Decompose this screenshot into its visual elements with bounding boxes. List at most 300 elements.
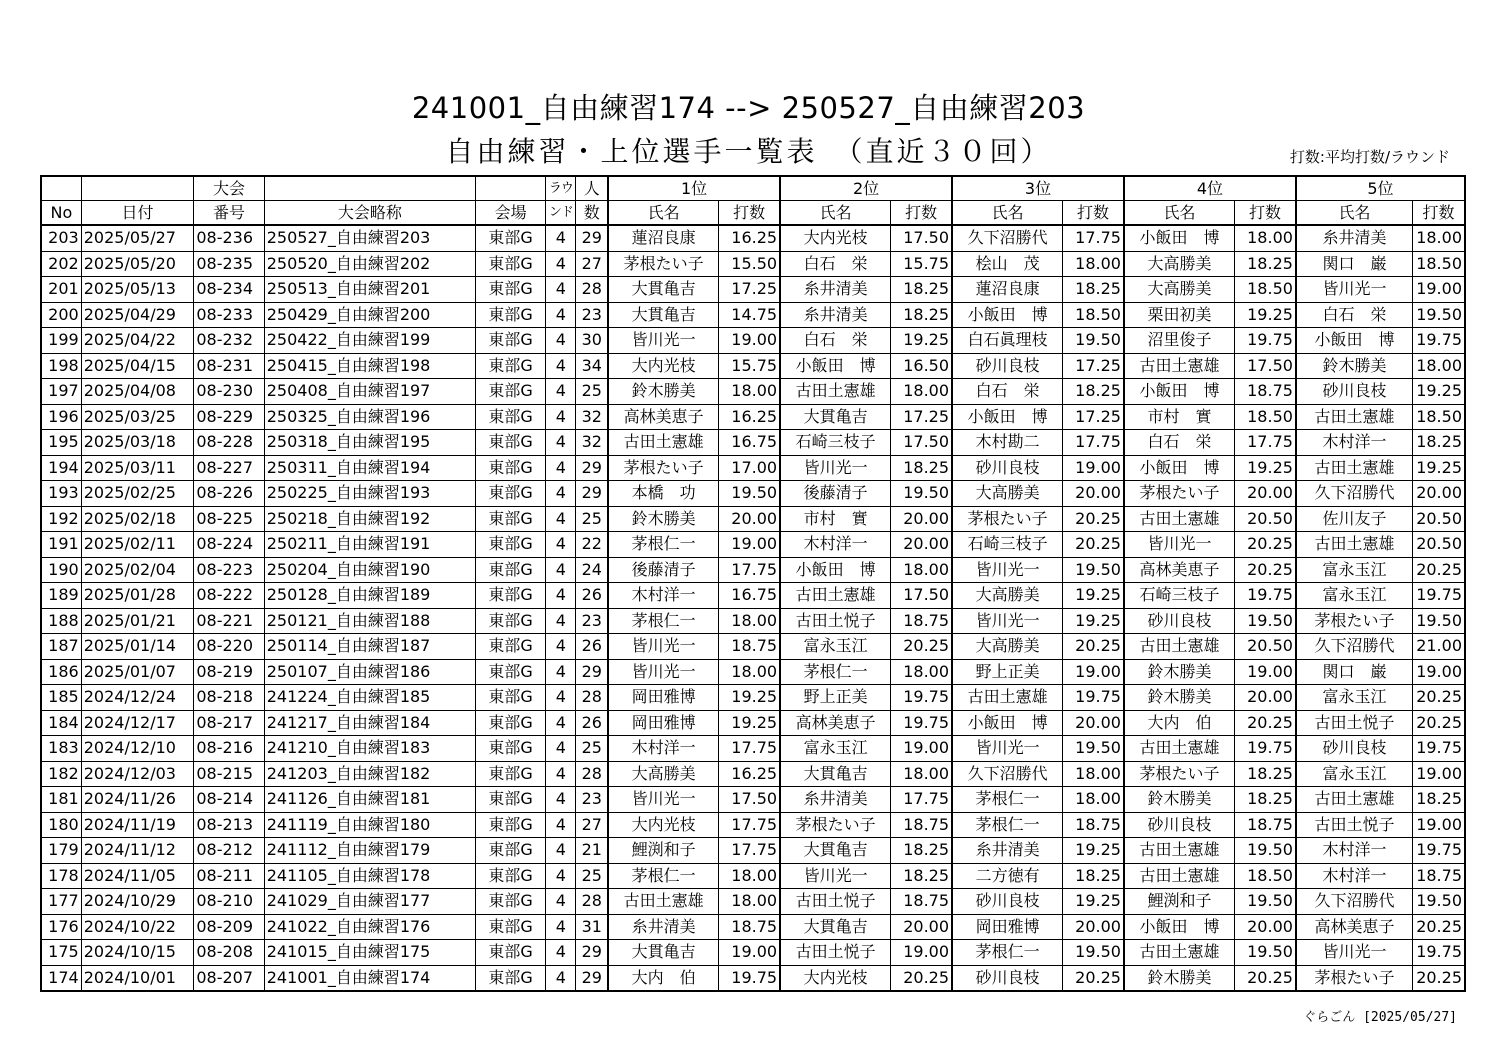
ninzu-cell: 32	[576, 430, 608, 456]
round-cell: 4	[546, 404, 576, 430]
results-table	[40, 175, 1466, 992]
rank1-score-cell: 18.00	[719, 608, 780, 634]
taikai-no-cell: 08-220	[194, 634, 264, 660]
rank3-score-cell: 19.25	[1063, 889, 1124, 915]
table-row	[41, 889, 1465, 915]
no-cell: 185	[41, 685, 81, 711]
table-row	[41, 940, 1465, 966]
taikai-no-cell: 08-229	[194, 404, 264, 430]
rank3-score-cell: 19.50	[1063, 328, 1124, 354]
rank3-score-cell: 18.50	[1063, 302, 1124, 328]
date-cell: 2025/03/11	[81, 455, 194, 481]
rank4-score-cell: 20.25	[1235, 710, 1296, 736]
rank4-name-cell: 栗田初美	[1124, 302, 1235, 328]
rank3-score-cell: 18.75	[1063, 812, 1124, 838]
rank5-score-cell: 19.00	[1413, 812, 1465, 838]
round-cell: 4	[546, 685, 576, 711]
no-cell: 199	[41, 328, 81, 354]
rank5-name-cell: 古田土憲雄	[1296, 404, 1413, 430]
taikai-no-cell: 08-215	[194, 761, 264, 787]
header-row-top	[41, 176, 1465, 201]
rank4-score-cell: 20.00	[1235, 914, 1296, 940]
ninzu-cell: 29	[576, 455, 608, 481]
date-cell: 2025/05/27	[81, 225, 194, 251]
no-cell: 197	[41, 379, 81, 405]
rank2-name-cell: 茅根仁一	[780, 659, 891, 685]
rank2-name-cell: 大貫亀吉	[780, 761, 891, 787]
date-cell: 2025/03/25	[81, 404, 194, 430]
venue-cell: 東部G	[475, 812, 545, 838]
taikai-no-cell: 08-225	[194, 506, 264, 532]
table-row	[41, 481, 1465, 507]
rank3-name-cell: 大高勝美	[952, 634, 1063, 660]
rank2-score-cell: 20.00	[891, 506, 952, 532]
taikai-no-cell: 08-209	[194, 914, 264, 940]
rank2-name-cell: 糸井清美	[780, 302, 891, 328]
no-cell: 175	[41, 940, 81, 966]
rank5-name-cell: 富永玉江	[1296, 761, 1413, 787]
no-cell: 186	[41, 659, 81, 685]
header-venue: 会場	[475, 201, 545, 226]
rank2-name-cell: 富永玉江	[780, 736, 891, 762]
taikai-no-cell: 08-214	[194, 787, 264, 813]
rank1-name-cell: 大高勝美	[608, 761, 719, 787]
rank3-name-cell: 茅根たい子	[952, 506, 1063, 532]
rank5-name-cell: 皆川光一	[1296, 940, 1413, 966]
ninzu-cell: 30	[576, 328, 608, 354]
taikai-no-cell: 08-217	[194, 710, 264, 736]
rank2-name-cell: 後藤清子	[780, 481, 891, 507]
date-cell: 2024/10/22	[81, 914, 194, 940]
rank3-name-cell: 石崎三枝子	[952, 532, 1063, 558]
rank4-score-cell: 19.50	[1235, 838, 1296, 864]
rank4-name-cell: 古田土憲雄	[1124, 863, 1235, 889]
no-cell: 202	[41, 251, 81, 277]
venue-cell: 東部G	[475, 685, 545, 711]
rank5-name-cell: 木村洋一	[1296, 863, 1413, 889]
rank1-score-cell: 15.75	[719, 353, 780, 379]
date-cell: 2024/11/05	[81, 863, 194, 889]
table-row	[41, 761, 1465, 787]
venue-cell: 東部G	[475, 914, 545, 940]
results-body	[41, 176, 1465, 991]
venue-cell: 東部G	[475, 838, 545, 864]
event-cell: 250121_自由練習188	[264, 608, 475, 634]
rank2-name-cell: 皆川光一	[780, 863, 891, 889]
event-cell: 250211_自由練習191	[264, 532, 475, 558]
ninzu-cell: 21	[576, 838, 608, 864]
rank5-score-cell: 18.75	[1413, 863, 1465, 889]
rank2-score-cell: 18.00	[891, 659, 952, 685]
rank2-score-cell: 18.25	[891, 455, 952, 481]
rank5-score-cell: 20.50	[1413, 532, 1465, 558]
header-round-top: ラウ	[546, 176, 576, 201]
event-cell: 241119_自由練習180	[264, 812, 475, 838]
rank4-name-cell: 古田土憲雄	[1124, 634, 1235, 660]
rank5-score-cell: 18.25	[1413, 430, 1465, 456]
rank3-score-cell: 19.75	[1063, 685, 1124, 711]
table-row	[41, 379, 1465, 405]
no-cell: 182	[41, 761, 81, 787]
rank1-score-cell: 19.00	[719, 940, 780, 966]
rank2-score-cell: 19.25	[891, 328, 952, 354]
event-cell: 241217_自由練習184	[264, 710, 475, 736]
event-cell: 250513_自由練習201	[264, 277, 475, 303]
event-cell: 241210_自由練習183	[264, 736, 475, 762]
venue-cell: 東部G	[475, 353, 545, 379]
rank2-name-cell: 糸井清美	[780, 787, 891, 813]
taikai-no-cell: 08-211	[194, 863, 264, 889]
ninzu-cell: 29	[576, 225, 608, 251]
rank4-name-cell: 鈴木勝美	[1124, 659, 1235, 685]
rank4-name-cell: 小飯田 博	[1124, 914, 1235, 940]
rank5-name-cell: 久下沼勝代	[1296, 889, 1413, 915]
header-score-2: 打数	[891, 201, 952, 226]
date-cell: 2025/05/20	[81, 251, 194, 277]
rank1-name-cell: 茅根仁一	[608, 532, 719, 558]
rank5-name-cell: 関口 巌	[1296, 251, 1413, 277]
rank5-score-cell: 20.25	[1413, 685, 1465, 711]
rank3-name-cell: 白石眞理枝	[952, 328, 1063, 354]
rank3-score-cell: 20.00	[1063, 710, 1124, 736]
table-row	[41, 659, 1465, 685]
table-row	[41, 736, 1465, 762]
header-blank-date	[81, 176, 194, 201]
rank5-score-cell: 18.50	[1413, 404, 1465, 430]
rank4-name-cell: 古田土憲雄	[1124, 940, 1235, 966]
taikai-no-cell: 08-227	[194, 455, 264, 481]
rank1-score-cell: 19.75	[719, 965, 780, 991]
table-row	[41, 914, 1465, 940]
rank2-score-cell: 18.00	[891, 379, 952, 405]
round-cell: 4	[546, 634, 576, 660]
rank2-name-cell: 大内光枝	[780, 225, 891, 251]
rank2-name-cell: 古田土憲雄	[780, 379, 891, 405]
round-cell: 4	[546, 353, 576, 379]
rank1-name-cell: 本橋 功	[608, 481, 719, 507]
date-cell: 2024/12/03	[81, 761, 194, 787]
rank5-name-cell: 佐川友子	[1296, 506, 1413, 532]
header-rank-4: 4位	[1124, 176, 1296, 201]
rank4-name-cell: 茅根たい子	[1124, 481, 1235, 507]
header-row-bottom	[41, 201, 1465, 226]
venue-cell: 東部G	[475, 965, 545, 991]
table-row	[41, 251, 1465, 277]
event-cell: 250204_自由練習190	[264, 557, 475, 583]
rank1-name-cell: 古田土憲雄	[608, 889, 719, 915]
rank3-name-cell: 白石 栄	[952, 379, 1063, 405]
rank4-score-cell: 18.50	[1235, 863, 1296, 889]
ninzu-cell: 24	[576, 557, 608, 583]
taikai-no-cell: 08-224	[194, 532, 264, 558]
rank4-name-cell: 鯉渕和子	[1124, 889, 1235, 915]
rank4-name-cell: 石崎三枝子	[1124, 583, 1235, 609]
date-cell: 2024/11/26	[81, 787, 194, 813]
rank1-score-cell: 18.00	[719, 379, 780, 405]
round-cell: 4	[546, 557, 576, 583]
rank3-name-cell: 砂川良枝	[952, 889, 1063, 915]
table-row	[41, 710, 1465, 736]
round-cell: 4	[546, 455, 576, 481]
event-cell: 250520_自由練習202	[264, 251, 475, 277]
rank1-score-cell: 17.75	[719, 736, 780, 762]
rank1-name-cell: 鈴木勝美	[608, 506, 719, 532]
rank5-score-cell: 19.75	[1413, 736, 1465, 762]
rank2-score-cell: 18.25	[891, 863, 952, 889]
rank2-name-cell: 白石 栄	[780, 328, 891, 354]
rank5-score-cell: 20.00	[1413, 481, 1465, 507]
date-cell: 2025/03/18	[81, 430, 194, 456]
date-cell: 2025/04/29	[81, 302, 194, 328]
venue-cell: 東部G	[475, 430, 545, 456]
rank5-name-cell: 白石 栄	[1296, 302, 1413, 328]
rank1-name-cell: 皆川光一	[608, 634, 719, 660]
event-cell: 250107_自由練習186	[264, 659, 475, 685]
header-name-5: 氏名	[1296, 201, 1413, 226]
rank1-name-cell: 大内光枝	[608, 812, 719, 838]
rank5-name-cell: 久下沼勝代	[1296, 634, 1413, 660]
rank2-name-cell: 大貫亀吉	[780, 838, 891, 864]
rank3-score-cell: 19.50	[1063, 736, 1124, 762]
rank1-name-cell: 大貫亀吉	[608, 940, 719, 966]
rank2-score-cell: 18.00	[891, 557, 952, 583]
header-blank-venue	[475, 176, 545, 201]
ninzu-cell: 26	[576, 634, 608, 660]
date-cell: 2025/01/21	[81, 608, 194, 634]
ninzu-cell: 29	[576, 659, 608, 685]
no-cell: 198	[41, 353, 81, 379]
header-name-1: 氏名	[608, 201, 719, 226]
table-row	[41, 277, 1465, 303]
rank4-score-cell: 20.50	[1235, 506, 1296, 532]
header-taikai-top: 大会	[194, 176, 264, 201]
taikai-no-cell: 08-233	[194, 302, 264, 328]
round-cell: 4	[546, 251, 576, 277]
ninzu-cell: 28	[576, 277, 608, 303]
header-rank-2: 2位	[780, 176, 952, 201]
ninzu-cell: 25	[576, 736, 608, 762]
taikai-no-cell: 08-219	[194, 659, 264, 685]
round-cell: 4	[546, 379, 576, 405]
rank4-score-cell: 19.75	[1235, 583, 1296, 609]
header-blank-no	[41, 176, 81, 201]
ninzu-cell: 34	[576, 353, 608, 379]
rank2-score-cell: 18.75	[891, 608, 952, 634]
no-cell: 195	[41, 430, 81, 456]
rank4-score-cell: 18.25	[1235, 251, 1296, 277]
event-cell: 241015_自由練習175	[264, 940, 475, 966]
no-cell: 190	[41, 557, 81, 583]
rank3-name-cell: 小飯田 博	[952, 710, 1063, 736]
rank3-score-cell: 18.00	[1063, 761, 1124, 787]
taikai-no-cell: 08-221	[194, 608, 264, 634]
rank3-score-cell: 20.25	[1063, 634, 1124, 660]
taikai-no-cell: 08-208	[194, 940, 264, 966]
no-cell: 178	[41, 863, 81, 889]
rank1-score-cell: 16.75	[719, 430, 780, 456]
taikai-no-cell: 08-226	[194, 481, 264, 507]
no-cell: 191	[41, 532, 81, 558]
taikai-no-cell: 08-207	[194, 965, 264, 991]
rank1-name-cell: 大貫亀吉	[608, 302, 719, 328]
rank1-name-cell: 木村洋一	[608, 583, 719, 609]
header-rank-1: 1位	[608, 176, 780, 201]
header-event: 大会略称	[264, 201, 475, 226]
rank3-name-cell: 桧山 茂	[952, 251, 1063, 277]
rank5-name-cell: 富永玉江	[1296, 557, 1413, 583]
rank4-score-cell: 20.25	[1235, 965, 1296, 991]
round-cell: 4	[546, 710, 576, 736]
rank4-score-cell: 20.00	[1235, 685, 1296, 711]
event-cell: 250218_自由練習192	[264, 506, 475, 532]
rank5-score-cell: 19.00	[1413, 277, 1465, 303]
rank5-name-cell: 富永玉江	[1296, 583, 1413, 609]
rank4-score-cell: 19.50	[1235, 608, 1296, 634]
rank5-score-cell: 19.75	[1413, 583, 1465, 609]
rank3-name-cell: 久下沼勝代	[952, 225, 1063, 251]
taikai-no-cell: 08-223	[194, 557, 264, 583]
venue-cell: 東部G	[475, 481, 545, 507]
rank1-name-cell: 茅根たい子	[608, 455, 719, 481]
round-cell: 4	[546, 506, 576, 532]
rank5-name-cell: 小飯田 博	[1296, 328, 1413, 354]
rank3-score-cell: 19.00	[1063, 659, 1124, 685]
unit-note: 打数:平均打数/ラウンド	[1289, 148, 1450, 166]
round-cell: 4	[546, 940, 576, 966]
rank1-name-cell: 皆川光一	[608, 787, 719, 813]
taikai-no-cell: 08-230	[194, 379, 264, 405]
ninzu-cell: 25	[576, 379, 608, 405]
rank1-score-cell: 20.00	[719, 506, 780, 532]
rank5-score-cell: 19.50	[1413, 302, 1465, 328]
rank4-score-cell: 18.25	[1235, 761, 1296, 787]
rank4-score-cell: 20.25	[1235, 532, 1296, 558]
no-cell: 181	[41, 787, 81, 813]
venue-cell: 東部G	[475, 455, 545, 481]
rank5-name-cell: 古田土憲雄	[1296, 532, 1413, 558]
rank2-name-cell: 古田土悦子	[780, 608, 891, 634]
rank1-score-cell: 17.25	[719, 277, 780, 303]
rank5-name-cell: 砂川良枝	[1296, 736, 1413, 762]
event-cell: 241126_自由練習181	[264, 787, 475, 813]
date-cell: 2025/01/14	[81, 634, 194, 660]
rank2-score-cell: 19.00	[891, 736, 952, 762]
rank2-score-cell: 19.00	[891, 940, 952, 966]
rank3-score-cell: 18.00	[1063, 787, 1124, 813]
rank4-name-cell: 小飯田 博	[1124, 455, 1235, 481]
rank4-name-cell: 大内 伯	[1124, 710, 1235, 736]
event-cell: 250325_自由練習196	[264, 404, 475, 430]
no-cell: 203	[41, 225, 81, 251]
rank3-name-cell: 茅根仁一	[952, 940, 1063, 966]
ninzu-cell: 32	[576, 404, 608, 430]
rank1-score-cell: 18.75	[719, 634, 780, 660]
rank2-name-cell: 小飯田 博	[780, 353, 891, 379]
round-cell: 4	[546, 761, 576, 787]
rank3-score-cell: 17.25	[1063, 404, 1124, 430]
header-name-2: 氏名	[780, 201, 891, 226]
date-cell: 2025/02/25	[81, 481, 194, 507]
rank2-score-cell: 20.25	[891, 965, 952, 991]
venue-cell: 東部G	[475, 277, 545, 303]
taikai-no-cell: 08-218	[194, 685, 264, 711]
no-cell: 180	[41, 812, 81, 838]
rank4-name-cell: 大高勝美	[1124, 251, 1235, 277]
ninzu-cell: 28	[576, 889, 608, 915]
ninzu-cell: 25	[576, 506, 608, 532]
table-row	[41, 634, 1465, 660]
rank3-name-cell: 砂川良枝	[952, 965, 1063, 991]
header-score-4: 打数	[1235, 201, 1296, 226]
event-cell: 250415_自由練習198	[264, 353, 475, 379]
rank1-score-cell: 18.75	[719, 914, 780, 940]
rank5-score-cell: 19.25	[1413, 455, 1465, 481]
taikai-no-cell: 08-212	[194, 838, 264, 864]
ninzu-cell: 26	[576, 583, 608, 609]
table-row	[41, 812, 1465, 838]
rank5-name-cell: 久下沼勝代	[1296, 481, 1413, 507]
rank4-score-cell: 18.75	[1235, 379, 1296, 405]
round-cell: 4	[546, 659, 576, 685]
round-cell: 4	[546, 481, 576, 507]
rank1-score-cell: 14.75	[719, 302, 780, 328]
table-row	[41, 455, 1465, 481]
taikai-no-cell: 08-222	[194, 583, 264, 609]
venue-cell: 東部G	[475, 761, 545, 787]
no-cell: 189	[41, 583, 81, 609]
rank5-name-cell: 古田土憲雄	[1296, 787, 1413, 813]
header-date: 日付	[81, 201, 194, 226]
rank3-name-cell: 野上正美	[952, 659, 1063, 685]
header-name-3: 氏名	[952, 201, 1063, 226]
rank4-score-cell: 19.25	[1235, 302, 1296, 328]
rank4-score-cell: 18.75	[1235, 812, 1296, 838]
rank2-score-cell: 18.75	[891, 889, 952, 915]
rank5-name-cell: 皆川光一	[1296, 277, 1413, 303]
event-cell: 250318_自由練習195	[264, 430, 475, 456]
header-ninzu-bottom: 数	[576, 201, 608, 226]
rank1-name-cell: 後藤清子	[608, 557, 719, 583]
rank2-name-cell: 野上正美	[780, 685, 891, 711]
rank4-score-cell: 17.50	[1235, 353, 1296, 379]
table-row	[41, 225, 1465, 251]
event-cell: 250408_自由練習197	[264, 379, 475, 405]
rank2-score-cell: 16.50	[891, 353, 952, 379]
rank1-name-cell: 皆川光一	[608, 659, 719, 685]
table-row	[41, 430, 1465, 456]
rank2-score-cell: 18.75	[891, 812, 952, 838]
rank4-name-cell: 砂川良枝	[1124, 608, 1235, 634]
no-cell: 179	[41, 838, 81, 864]
rank2-score-cell: 17.25	[891, 404, 952, 430]
table-row	[41, 608, 1465, 634]
rank1-name-cell: 蓮沼良康	[608, 225, 719, 251]
rank5-score-cell: 21.00	[1413, 634, 1465, 660]
rank5-score-cell: 20.50	[1413, 506, 1465, 532]
event-cell: 250422_自由練習199	[264, 328, 475, 354]
rank4-score-cell: 19.50	[1235, 940, 1296, 966]
no-cell: 177	[41, 889, 81, 915]
rank4-score-cell: 18.25	[1235, 787, 1296, 813]
rank3-name-cell: 大高勝美	[952, 583, 1063, 609]
rank2-score-cell: 17.75	[891, 787, 952, 813]
date-cell: 2025/04/22	[81, 328, 194, 354]
rank3-score-cell: 18.25	[1063, 277, 1124, 303]
rank2-name-cell: 小飯田 博	[780, 557, 891, 583]
rank3-name-cell: 砂川良枝	[952, 455, 1063, 481]
rank4-score-cell: 20.25	[1235, 557, 1296, 583]
round-cell: 4	[546, 787, 576, 813]
